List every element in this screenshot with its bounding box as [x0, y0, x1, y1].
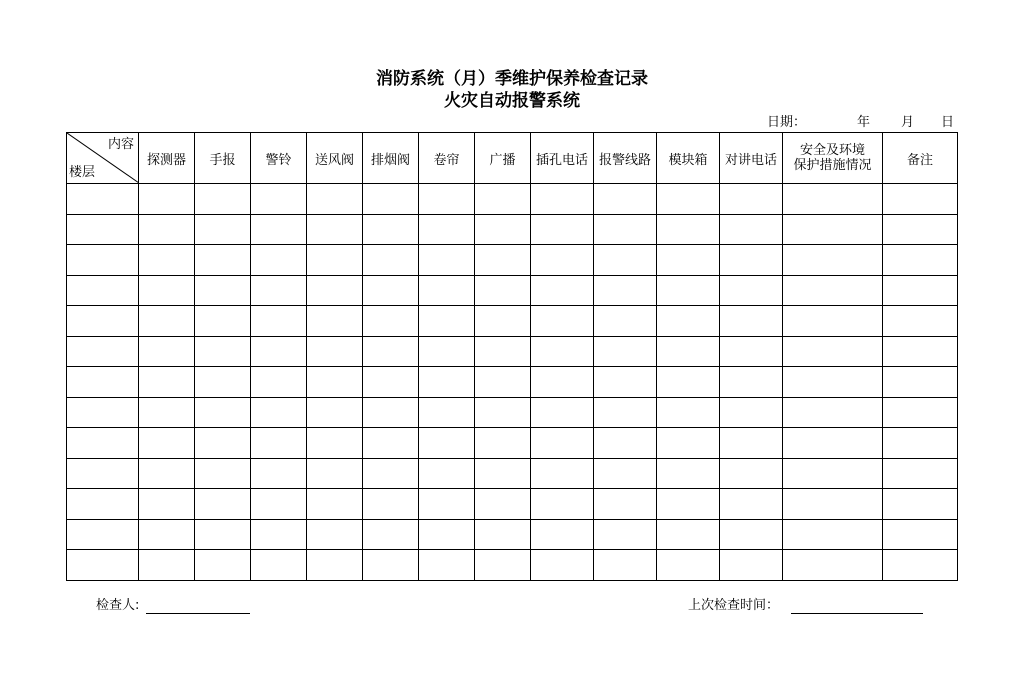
entry-cell[interactable] — [419, 275, 475, 306]
entry-cell[interactable] — [139, 184, 195, 215]
entry-cell[interactable] — [883, 275, 958, 306]
floor-cell[interactable] — [67, 306, 139, 337]
entry-cell[interactable] — [783, 275, 883, 306]
entry-cell[interactable] — [251, 489, 307, 520]
floor-cell[interactable] — [67, 428, 139, 459]
entry-cell[interactable] — [307, 458, 363, 489]
entry-cell[interactable] — [720, 519, 783, 550]
entry-cell[interactable] — [883, 306, 958, 337]
entry-cell[interactable] — [363, 336, 419, 367]
entry-cell[interactable] — [657, 214, 720, 245]
document-subtitle: 火灾自动报警系统 — [444, 91, 580, 111]
entry-cell[interactable] — [251, 550, 307, 581]
entry-cell[interactable] — [720, 245, 783, 276]
diagonal-header-cell — [67, 133, 139, 184]
entry-cell[interactable] — [251, 428, 307, 459]
entry-cell[interactable] — [657, 245, 720, 276]
column-header: 备注 — [883, 133, 958, 184]
column-header: 排烟阀 — [363, 133, 419, 184]
entry-cell[interactable] — [419, 336, 475, 367]
entry-cell[interactable] — [657, 336, 720, 367]
entry-cell[interactable] — [363, 214, 419, 245]
entry-cell[interactable] — [307, 306, 363, 337]
entry-cell[interactable] — [475, 275, 531, 306]
table-row — [67, 184, 958, 215]
entry-cell[interactable] — [531, 275, 594, 306]
inspector-signature-line[interactable] — [146, 613, 250, 614]
entry-cell[interactable] — [783, 367, 883, 398]
entry-cell[interactable] — [657, 428, 720, 459]
entry-cell[interactable] — [475, 489, 531, 520]
entry-cell[interactable] — [594, 397, 657, 428]
entry-cell[interactable] — [419, 214, 475, 245]
entry-cell[interactable] — [195, 184, 251, 215]
entry-cell[interactable] — [195, 367, 251, 398]
entry-cell[interactable] — [307, 214, 363, 245]
entry-cell[interactable] — [419, 519, 475, 550]
entry-cell[interactable] — [139, 306, 195, 337]
entry-cell[interactable] — [363, 458, 419, 489]
entry-cell[interactable] — [195, 397, 251, 428]
entry-cell[interactable] — [720, 397, 783, 428]
entry-cell[interactable] — [720, 184, 783, 215]
entry-cell[interactable] — [883, 519, 958, 550]
entry-cell[interactable] — [139, 397, 195, 428]
column-header: 警铃 — [251, 133, 307, 184]
entry-cell[interactable] — [531, 458, 594, 489]
floor-cell[interactable] — [67, 367, 139, 398]
entry-cell[interactable] — [195, 275, 251, 306]
entry-cell[interactable] — [657, 458, 720, 489]
entry-cell[interactable] — [720, 306, 783, 337]
entry-cell[interactable] — [657, 489, 720, 520]
entry-cell[interactable] — [139, 489, 195, 520]
entry-cell[interactable] — [251, 214, 307, 245]
entry-cell[interactable] — [594, 458, 657, 489]
entry-cell[interactable] — [363, 550, 419, 581]
entry-cell[interactable] — [531, 184, 594, 215]
entry-cell[interactable] — [475, 306, 531, 337]
entry-cell[interactable] — [363, 275, 419, 306]
entry-cell[interactable] — [475, 519, 531, 550]
entry-cell[interactable] — [139, 458, 195, 489]
date-label: 日期： — [767, 115, 807, 130]
entry-cell[interactable] — [883, 214, 958, 245]
entry-cell[interactable] — [883, 245, 958, 276]
entry-cell[interactable] — [594, 184, 657, 215]
entry-cell[interactable] — [475, 336, 531, 367]
entry-cell[interactable] — [307, 519, 363, 550]
entry-cell[interactable] — [419, 184, 475, 215]
entry-cell[interactable] — [720, 275, 783, 306]
entry-cell[interactable] — [251, 184, 307, 215]
entry-cell[interactable] — [657, 306, 720, 337]
entry-cell[interactable] — [475, 458, 531, 489]
entry-cell[interactable] — [883, 336, 958, 367]
column-header: 报警线路 — [594, 133, 657, 184]
entry-cell[interactable] — [139, 550, 195, 581]
entry-cell[interactable] — [594, 428, 657, 459]
floor-cell[interactable] — [67, 214, 139, 245]
entry-cell[interactable] — [883, 184, 958, 215]
entry-cell[interactable] — [657, 184, 720, 215]
table-row — [67, 306, 958, 337]
column-header: 探测器 — [139, 133, 195, 184]
entry-cell[interactable] — [531, 489, 594, 520]
entry-cell[interactable] — [251, 306, 307, 337]
entry-cell[interactable] — [307, 245, 363, 276]
entry-cell[interactable] — [251, 336, 307, 367]
entry-cell[interactable] — [195, 458, 251, 489]
entry-cell[interactable] — [195, 336, 251, 367]
table-row — [67, 550, 958, 581]
column-header: 插孔电话 — [531, 133, 594, 184]
document-title: 消防系统（月）季维护保养检查记录 — [376, 69, 648, 89]
entry-cell[interactable] — [657, 367, 720, 398]
floor-cell[interactable] — [67, 550, 139, 581]
entry-cell[interactable] — [307, 428, 363, 459]
entry-cell[interactable] — [883, 458, 958, 489]
entry-cell[interactable] — [657, 275, 720, 306]
floor-cell[interactable] — [67, 489, 139, 520]
table-row — [67, 397, 958, 428]
entry-cell[interactable] — [783, 550, 883, 581]
inspector-label: 检查人: — [96, 598, 140, 613]
entry-cell[interactable] — [720, 428, 783, 459]
entry-cell[interactable] — [475, 397, 531, 428]
last-check-date-line[interactable] — [791, 613, 923, 614]
entry-cell[interactable] — [657, 519, 720, 550]
entry-cell[interactable] — [195, 489, 251, 520]
date-year-label: 年 — [857, 115, 871, 130]
entry-cell[interactable] — [475, 550, 531, 581]
column-header: 广播 — [475, 133, 531, 184]
entry-cell[interactable] — [139, 275, 195, 306]
entry-cell[interactable] — [531, 428, 594, 459]
entry-cell[interactable] — [883, 367, 958, 398]
entry-cell[interactable] — [883, 550, 958, 581]
entry-cell[interactable] — [594, 306, 657, 337]
entry-cell[interactable] — [139, 336, 195, 367]
entry-cell[interactable] — [594, 367, 657, 398]
entry-cell[interactable] — [720, 367, 783, 398]
entry-cell[interactable] — [363, 397, 419, 428]
entry-cell[interactable] — [307, 184, 363, 215]
diagonal-header-content: 内容 — [107, 137, 134, 152]
table-row — [67, 336, 958, 367]
entry-cell[interactable] — [139, 214, 195, 245]
entry-cell[interactable] — [531, 550, 594, 581]
entry-cell[interactable] — [475, 184, 531, 215]
diagonal-header-floor: 楼层 — [69, 165, 96, 180]
column-header-environment — [783, 133, 883, 184]
entry-cell[interactable] — [475, 214, 531, 245]
entry-cell[interactable] — [475, 367, 531, 398]
entry-cell[interactable] — [883, 397, 958, 428]
entry-cell[interactable] — [419, 489, 475, 520]
entry-cell[interactable] — [531, 214, 594, 245]
entry-cell[interactable] — [139, 245, 195, 276]
entry-cell[interactable] — [195, 519, 251, 550]
entry-cell[interactable] — [720, 214, 783, 245]
entry-cell[interactable] — [307, 550, 363, 581]
entry-cell[interactable] — [139, 367, 195, 398]
entry-cell[interactable] — [195, 428, 251, 459]
column-header: 卷帘 — [419, 133, 475, 184]
floor-cell[interactable] — [67, 397, 139, 428]
entry-cell[interactable] — [783, 306, 883, 337]
entry-cell[interactable] — [419, 550, 475, 581]
entry-cell[interactable] — [720, 550, 783, 581]
entry-cell[interactable] — [531, 245, 594, 276]
column-header: 模块箱 — [657, 133, 720, 184]
entry-cell[interactable] — [363, 519, 419, 550]
table-row — [67, 275, 958, 306]
entry-cell[interactable] — [363, 367, 419, 398]
entry-cell[interactable] — [139, 428, 195, 459]
entry-cell[interactable] — [475, 428, 531, 459]
entry-cell[interactable] — [419, 306, 475, 337]
column-header: 手报 — [195, 133, 251, 184]
floor-cell[interactable] — [67, 336, 139, 367]
table-row — [67, 458, 958, 489]
entry-cell[interactable] — [307, 397, 363, 428]
floor-cell[interactable] — [67, 245, 139, 276]
entry-cell[interactable] — [783, 184, 883, 215]
table-row — [67, 489, 958, 520]
entry-cell[interactable] — [531, 367, 594, 398]
entry-cell[interactable] — [363, 489, 419, 520]
entry-cell[interactable] — [419, 397, 475, 428]
entry-cell[interactable] — [195, 306, 251, 337]
entry-cell[interactable] — [195, 550, 251, 581]
last-check-label: 上次检查时间： — [688, 598, 780, 613]
entry-cell[interactable] — [531, 306, 594, 337]
entry-cell[interactable] — [594, 489, 657, 520]
entry-cell[interactable] — [363, 428, 419, 459]
entry-cell[interactable] — [419, 367, 475, 398]
entry-cell[interactable] — [419, 458, 475, 489]
entry-cell[interactable] — [419, 245, 475, 276]
entry-cell[interactable] — [307, 275, 363, 306]
entry-cell[interactable] — [783, 489, 883, 520]
entry-cell[interactable] — [657, 550, 720, 581]
env-header-line2: 保护措施情况 — [793, 158, 872, 173]
entry-cell[interactable] — [883, 428, 958, 459]
entry-cell[interactable] — [195, 245, 251, 276]
entry-cell[interactable] — [475, 245, 531, 276]
entry-cell[interactable] — [783, 519, 883, 550]
entry-cell[interactable] — [251, 367, 307, 398]
entry-cell[interactable] — [531, 397, 594, 428]
entry-cell[interactable] — [594, 550, 657, 581]
date-month-label: 月 — [901, 115, 915, 130]
entry-cell[interactable] — [251, 275, 307, 306]
entry-cell[interactable] — [783, 245, 883, 276]
entry-cell[interactable] — [883, 489, 958, 520]
entry-cell[interactable] — [594, 214, 657, 245]
floor-cell[interactable] — [67, 519, 139, 550]
entry-cell[interactable] — [783, 336, 883, 367]
entry-cell[interactable] — [251, 519, 307, 550]
entry-cell[interactable] — [720, 336, 783, 367]
floor-cell[interactable] — [67, 184, 139, 215]
entry-cell[interactable] — [783, 397, 883, 428]
table-row — [67, 245, 958, 276]
entry-cell[interactable] — [531, 336, 594, 367]
entry-cell[interactable] — [195, 214, 251, 245]
floor-cell[interactable] — [67, 458, 139, 489]
env-header-line1: 安全及环境 — [799, 143, 865, 158]
column-header: 对讲电话 — [720, 133, 783, 184]
header-row — [67, 133, 958, 184]
entry-cell[interactable] — [363, 184, 419, 215]
entry-cell[interactable] — [363, 245, 419, 276]
entry-cell[interactable] — [363, 306, 419, 337]
table-row — [67, 519, 958, 550]
entry-cell[interactable] — [594, 245, 657, 276]
floor-cell[interactable] — [67, 275, 139, 306]
table-row — [67, 214, 958, 245]
entry-cell[interactable] — [139, 519, 195, 550]
inspection-table — [66, 132, 958, 581]
entry-cell[interactable] — [307, 489, 363, 520]
entry-cell[interactable] — [307, 367, 363, 398]
table-row — [67, 367, 958, 398]
entry-cell[interactable] — [594, 275, 657, 306]
column-header: 送风阀 — [307, 133, 363, 184]
entry-cell[interactable] — [783, 214, 883, 245]
entry-cell[interactable] — [251, 458, 307, 489]
entry-cell[interactable] — [251, 397, 307, 428]
entry-cell[interactable] — [720, 489, 783, 520]
entry-cell[interactable] — [783, 428, 883, 459]
date-day-label: 日 — [941, 115, 955, 130]
entry-cell[interactable] — [657, 397, 720, 428]
entry-cell[interactable] — [594, 336, 657, 367]
entry-cell[interactable] — [307, 336, 363, 367]
entry-cell[interactable] — [783, 458, 883, 489]
entry-cell[interactable] — [251, 245, 307, 276]
entry-cell[interactable] — [720, 458, 783, 489]
entry-cell[interactable] — [531, 519, 594, 550]
table-row — [67, 428, 958, 459]
entry-cell[interactable] — [419, 428, 475, 459]
entry-cell[interactable] — [594, 519, 657, 550]
